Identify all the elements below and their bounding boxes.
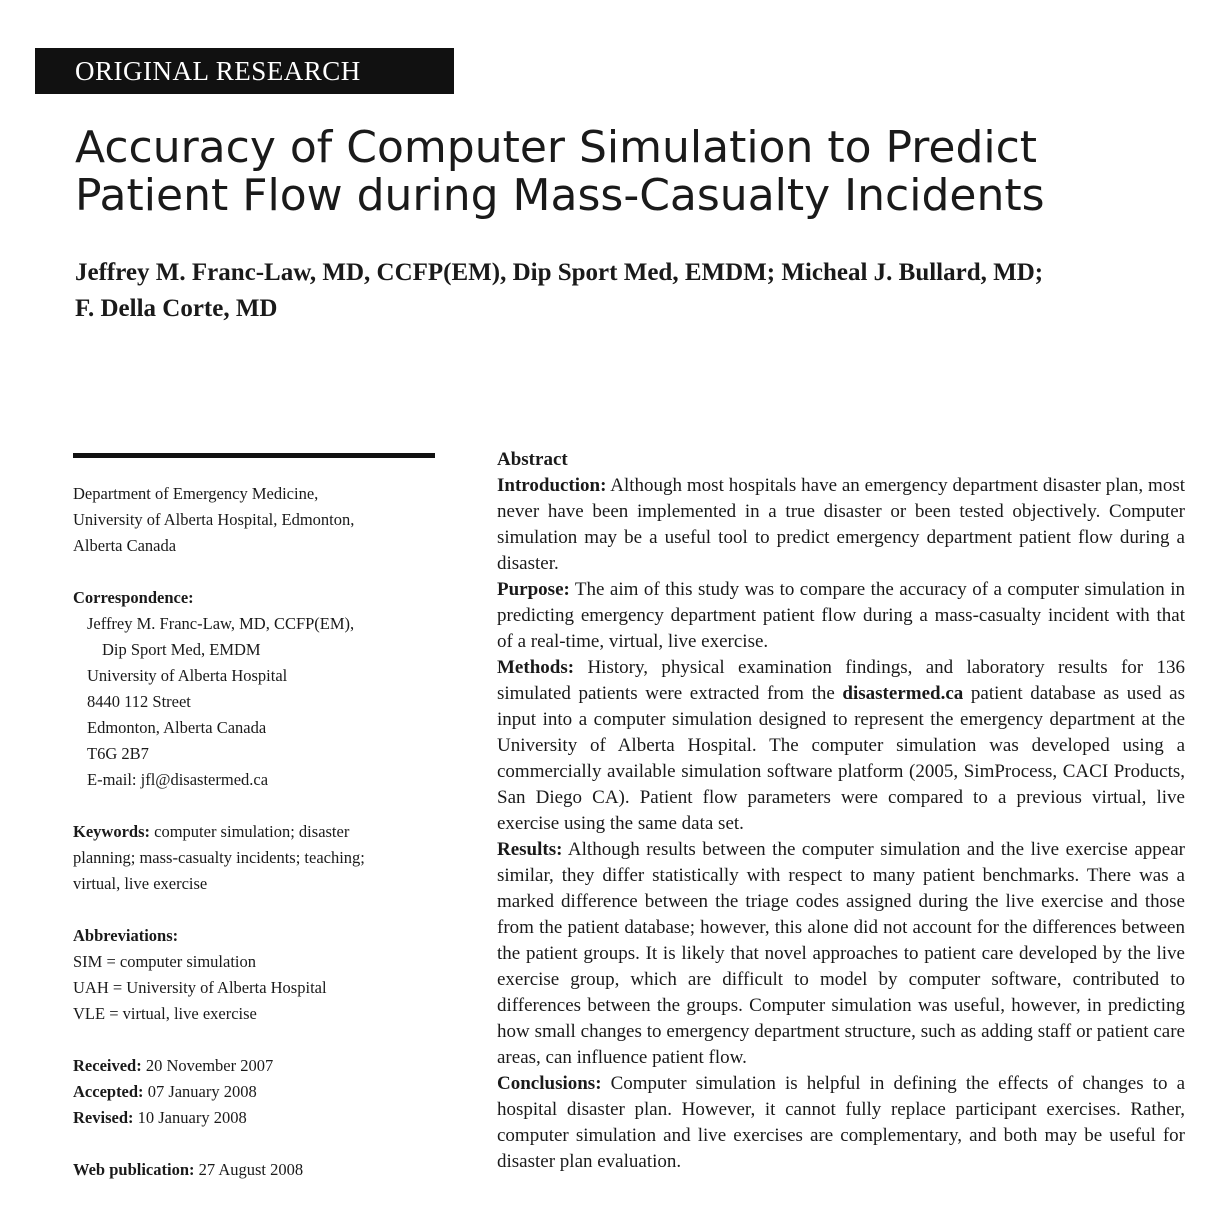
web-publication: [73, 1157, 443, 1183]
introduction-text: Although most hospitals have an emergency department disaster plan, most never have been implemented in a true disaster or been tested objectively. Computer simulation may be a useful tool to predict emergency department patient flow during a disaster.: [497, 475, 1185, 574]
affiliation-line: Alberta Canada: [73, 536, 177, 555]
author-list: [75, 255, 1185, 327]
methods-text: History, physical examination findings, and laboratory results for 136 simulated patients were extracted from the: [497, 657, 1185, 704]
revised-label: Revised:: [73, 1108, 134, 1127]
abbreviations: [73, 923, 443, 1027]
abstract-conclusions: [497, 1071, 1185, 1175]
correspondence-name: Jeffrey M. Franc-Law, MD, CCFP(EM),: [87, 614, 355, 633]
correspondence: [73, 585, 443, 793]
revised-date: [73, 1105, 443, 1131]
database-name: disastermed.ca: [842, 683, 964, 704]
correspondence-institution: University of Alberta Hospital: [87, 666, 288, 685]
web-publication-value: 27 August 2008: [194, 1160, 304, 1179]
abstract-heading: Abstract: [497, 449, 568, 470]
keywords-label: Keywords:: [73, 822, 150, 841]
accepted-value: 07 January 2008: [143, 1082, 257, 1101]
accepted-date: [73, 1079, 443, 1105]
received-label: Received:: [73, 1056, 142, 1075]
web-publication-date: [73, 1157, 443, 1183]
introduction-label: Introduction:: [497, 475, 607, 496]
abstract-purpose: [497, 577, 1185, 655]
keywords-line: planning; mass-casualty incidents; teaching;: [73, 848, 365, 867]
correspondence-postal: T6G 2B7: [87, 744, 149, 763]
keywords-line: [73, 819, 443, 845]
abstract-methods: [497, 655, 1185, 837]
correspondence-label: Correspondence:: [73, 588, 194, 607]
revised-value: 10 January 2008: [133, 1108, 247, 1127]
web-publication-label: Web publication:: [73, 1160, 195, 1179]
received-date: [73, 1053, 443, 1079]
abstract: [497, 447, 1185, 1175]
correspondence-street: 8440 112 Street: [87, 692, 191, 711]
sidebar-rule: [73, 453, 435, 458]
affiliation-line: University of Alberta Hospital, Edmonton,: [73, 510, 355, 529]
accepted-label: Accepted:: [73, 1082, 144, 1101]
abbreviation-item: VLE = virtual, live exercise: [73, 1004, 257, 1023]
authors-line-2: F. Della Corte, MD: [75, 295, 278, 322]
keywords-line: virtual, live exercise: [73, 874, 208, 893]
sidebar: [73, 481, 443, 1183]
affiliation-line: Department of Emergency Medicine,: [73, 484, 319, 503]
keywords-text: computer simulation; disaster: [150, 822, 350, 841]
methods-label: Methods:: [497, 657, 575, 678]
correspondence-city: Edmonton, Alberta Canada: [87, 718, 267, 737]
correspondence-email[interactable]: E-mail: jfl@disastermed.ca: [87, 770, 269, 789]
abbreviation-item: UAH = University of Alberta Hospital: [73, 978, 327, 997]
section-banner: ORIGINAL RESEARCH: [35, 48, 454, 94]
abstract-introduction: [497, 473, 1185, 577]
methods-text: patient database as used as input into a computer simulation designed to represent the emergency department at the University of Alberta Hospital. The computer simulation was developed using a commercially available simulation software platform (2005, SimProcess, CACI Products, San Diego CA). Patient flow parameters were compared to a previous virtual, live exercise using the same data set.: [497, 683, 1185, 834]
received-value: 20 November 2007: [141, 1056, 274, 1075]
results-label: Results:: [497, 839, 563, 860]
article-title: [75, 124, 1185, 220]
abbreviations-label: Abbreviations:: [73, 926, 179, 945]
conclusions-label: Conclusions:: [497, 1073, 602, 1094]
abstract-results: [497, 837, 1185, 1071]
title-line-2: Patient Flow during Mass-Casualty Incidents: [75, 170, 1045, 221]
correspondence-degrees: Dip Sport Med, EMDM: [102, 640, 261, 659]
authors-line-1: Jeffrey M. Franc-Law, MD, CCFP(EM), Dip Sport Med, EMDM; Micheal J. Bullard, MD;: [75, 259, 1044, 286]
results-text: Although results between the computer simulation and the live exercise appear similar, they differ statistically with respect to many patient benchmarks. There was a marked difference between the triage codes assigned during the live exercise and those from the patient database; however, this alone did not account for the differences between the patient groups. It is likely that novel approaches to patient care developed by the live exercise group, which are difficult to model by computer software, contributed to differences between the groups. Computer simulation was useful, however, in predicting how small changes to emergency department structure, such as adding staff or patient care areas, can influence patient flow.: [497, 839, 1185, 1068]
purpose-text: The aim of this study was to compare the accuracy of a computer simulation in predicting emergency department patient flow during a mass-casualty incident with that of a real-time, virtual, live exercise.: [497, 579, 1185, 652]
title-line-1: Accuracy of Computer Simulation to Predict: [75, 122, 1038, 173]
conclusions-text: Computer simulation is helpful in defining the effects of changes to a hospital disaster plan. However, it cannot fully replace participant exercises. Rather, computer simulation and live exercises are complementary, and both may be useful for disaster plan evaluation.: [497, 1073, 1185, 1172]
history-dates: [73, 1053, 443, 1131]
abbreviation-item: SIM = computer simulation: [73, 952, 256, 971]
keywords: [73, 819, 443, 897]
purpose-label: Purpose:: [497, 579, 570, 600]
affiliation: [73, 481, 443, 559]
